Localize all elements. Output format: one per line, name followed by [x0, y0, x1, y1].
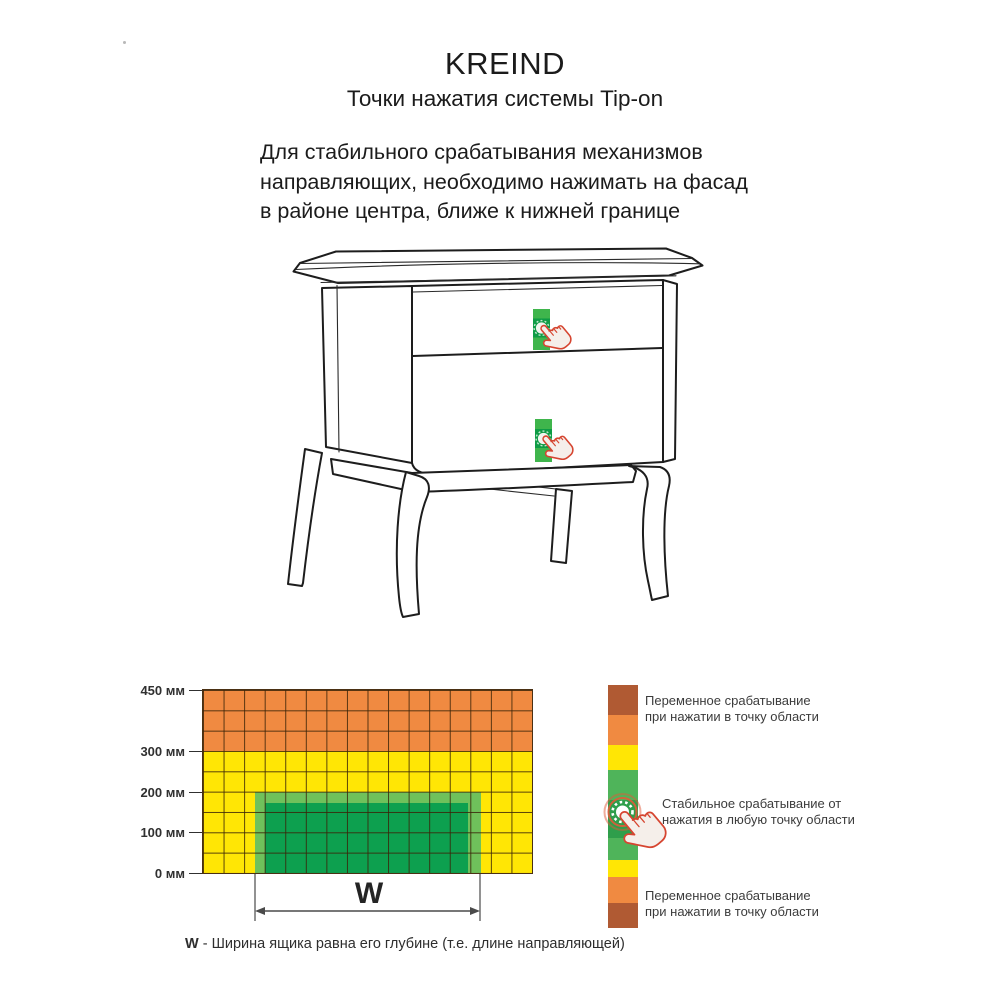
axis-label-0: 0 мм [128, 865, 202, 881]
legend-seg-orange [608, 715, 638, 745]
legend-seg-brown [608, 685, 638, 715]
page-subtitle: Точки нажатия системы Tip-on [346, 86, 664, 111]
zone-variable-upper [203, 690, 532, 751]
intro-line: Для стабильного срабатывания механизмов [260, 140, 703, 164]
tick-mark [189, 690, 202, 691]
width-label: W [354, 877, 384, 910]
width-caption-symbol: W [185, 936, 199, 952]
intro-line: направляющих, необходимо нажимать на фасад [260, 169, 748, 194]
nightstand-illustration [240, 240, 720, 640]
axis-label-300: 300 мм [128, 743, 202, 759]
axis-label-450: 450 мм [128, 682, 202, 698]
press-zone-grid [202, 689, 533, 874]
axis-label-100: 100 мм [128, 824, 202, 840]
back-left-leg [288, 449, 322, 586]
legend-item-variable-top: Переменное срабатывание при нажатии в точку области [645, 693, 819, 724]
back-right-leg [551, 489, 572, 563]
tick-mark [189, 792, 202, 793]
legend-seg-brown [608, 903, 638, 928]
axis-label-200: 200 мм [128, 784, 202, 800]
tick-mark [189, 751, 202, 752]
brand-title: KREIND [444, 46, 566, 81]
width-caption-text: - Ширина ящика равна его глубине (т.е. длине направляющей) [198, 936, 625, 952]
front-right-leg [629, 466, 670, 600]
touch-press-hand-icon [592, 782, 668, 856]
legend-seg-orange [608, 877, 638, 903]
legend-item-stable: Стабильное срабатывание от нажатия в любую точку области [662, 796, 855, 827]
legend-seg-yellow [608, 745, 638, 770]
front-left-leg [397, 472, 429, 617]
intro-line: в районе центра, ближе к нижней границе [260, 199, 681, 223]
page-speck [123, 41, 126, 44]
right-edge [663, 280, 677, 462]
legend-seg-yellow [608, 860, 638, 877]
side-rail [331, 459, 412, 491]
width-caption [185, 936, 625, 952]
legend-item-variable-bottom: Переменное срабатывание при нажатии в точку области [645, 888, 819, 919]
tick-mark [189, 873, 202, 874]
intro-paragraph [260, 138, 780, 227]
zone-stable-core [265, 803, 468, 873]
tick-mark [189, 832, 202, 833]
side-panel [322, 286, 412, 463]
tabletop [294, 249, 703, 284]
